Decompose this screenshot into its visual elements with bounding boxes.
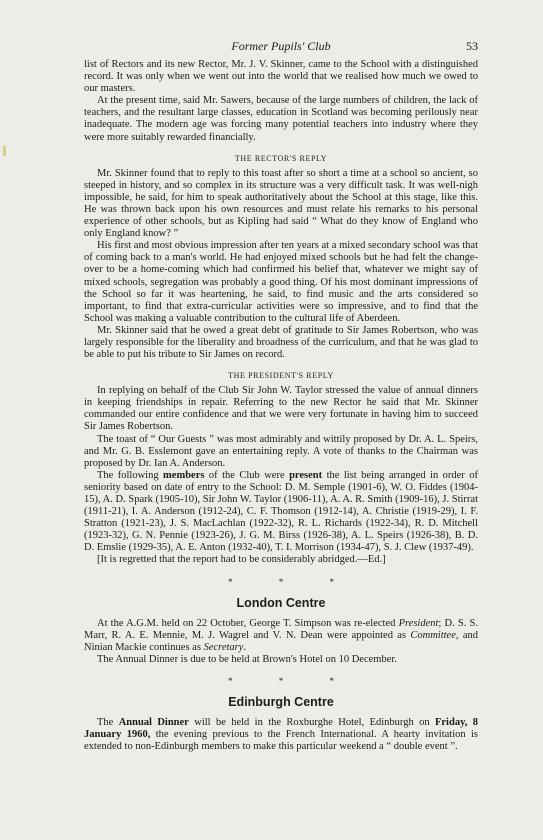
edinburgh-centre-title: Edinburgh Centre: [228, 694, 334, 709]
paragraph-sawers-education: At the present time, said Mr. Sawers, because of the large numbers of children, the lack of teachers, and the resultant large classes, education in Scotland was becoming perilously near inadequate. The modern age was forcing many potential teachers into industry where they were more suitably rewarded financially.: [84, 95, 478, 143]
paragraph-london-dinner: The Annual Dinner is due to be held at Brown's Hotel on 10 December.: [97, 653, 397, 665]
italic-committee: Committee: [410, 629, 456, 641]
section-divider-stars: * * *: [228, 576, 356, 587]
page-header: [84, 39, 478, 59]
editor-note: [It is regretted that the report had to be considerably abridged.—Ed.]: [97, 554, 386, 566]
paragraph-edinburgh-dinner: The Annual Dinner will be held in the Roxburghe Hotel, Edinburgh on Friday, 8 January 1960, the evening previous to the French International. A hearty invitation is extended to non-Edinburgh members to make this particular weekend a “ double event ”.: [84, 716, 478, 753]
section-heading-rector-reply: THE RECTOR'S REPLY: [234, 153, 328, 163]
bold-annual-dinner: Annual Dinner: [118, 716, 189, 728]
bold-present: present: [289, 469, 323, 481]
paragraph-london-agm: At the A.G.M. held on 22 October, George T. Simpson was re-elected President; D. S. S. Marr, R. A. E. Mennie, M. J. Wagrel and V. N. Dean were appointed as Committee, and Ninian Mackie continues as Secretary.: [84, 617, 478, 653]
section-heading-president-reply: THE PRESIDENT'S REPLY: [228, 371, 334, 381]
bold-dinner-date: Friday, 8 January 1960,: [84, 716, 478, 741]
paragraph-rector-reply-1: Mr. Skinner found that to reply to this toast after so short a time at a school so ancient, so steeped in history, and so complex in its structure was a very difficult task. It was well-nigh impossible, he said, for him to speak authoritatively about the School at this stage, like this. He was thrown back upon his own resources and must relate his remarks to his personal experience of other schools, but as Kipling had said “ What do they know of England who only England know? ”: [84, 167, 478, 240]
london-centre-title: London Centre: [236, 595, 326, 610]
paragraph-rectors-list: list of Rectors and its new Rector, Mr. J. V. Skinner, came to the School with a distinguished record. It was only when we went out into the world that we realised how much we owed to our masters.: [84, 59, 478, 95]
paragraph-members-present: The following members of the Club were present the list being arranged in order of seniority based on date of entry to the School: D. M. Semple (1901-6), W. O. Fiddes (1904-15), A. D. Spark (1905-10), Sir John W. Taylor (1906-11), A. A. R. Smith (1909-16), J. Stirrat (1911-21), I. A. Anderson (1912-24), C. F. Thomson (1912-14), A. Christie (1919-29), I. F. Stratton (1921-23), J. S. MacLachlan (1922-32), R. L. Richards (1922-34), R. D. Mitchell (1923-32), G. N. Pennie (1923-26), J. G. M. Birss (1926-38), A. L. Speirs (1926-38), B. D. D. Emslie (1929-35), A. E. Anton (1932-40), T. I. Morrison (1934-47), S. J. Clew (1937-49).: [84, 469, 478, 554]
page-number: 53: [466, 39, 478, 53]
paragraph-rector-reply-3: Mr. Skinner said that he owed a great debt of gratitude to Sir James Robertson, who was largely responsible for the liberality and broadness of the curriculum, and that he was glad to be able to put his tribute to Sir James on record.: [84, 324, 478, 361]
bold-members: members: [163, 469, 205, 481]
italic-secretary: Secretary: [203, 641, 244, 653]
paragraph-president-reply-1: In replying on behalf of the Club Sir John W. Taylor stressed the value of annual dinners in keeping friendships in repair. Referring to the new Rector he said that Mr. Skinner commanded our entire confidence and that we were very fortunate in having him to succeed Sir James Robertson.: [84, 385, 478, 433]
paragraph-rector-reply-2: His first and most obvious impression after ten years at a mixed secondary school was that of coming back to a man's world. He had enjoyed mixed schools but he had felt the change-over to be a home-coming which had confirmed his belief that, whatever we might say of mixed schools, segregation was probably a good thing. Of his most dominant impressions of the School so far it was heartening, he said, to find music and the arts considered so important, to find that extra-curricular activities were so impressive, and to find that the School was making a valuable contribution to the cultural life of Aberdeen.: [84, 240, 478, 324]
section-divider-stars-2: * * *: [228, 675, 356, 686]
margin-mark: [3, 146, 6, 156]
italic-president: President: [398, 617, 439, 629]
paragraph-president-reply-2: The toast of “ Our Guests ” was most admirably and wittily proposed by Dr. A. L. Speirs, and Mr. G. B. Esslemont gave an entertaining reply. A vote of thanks to the Chairman was proposed by Dr. Ian A. Anderson.: [84, 433, 478, 469]
running-title: Former Pupils' Club: [231, 39, 331, 53]
